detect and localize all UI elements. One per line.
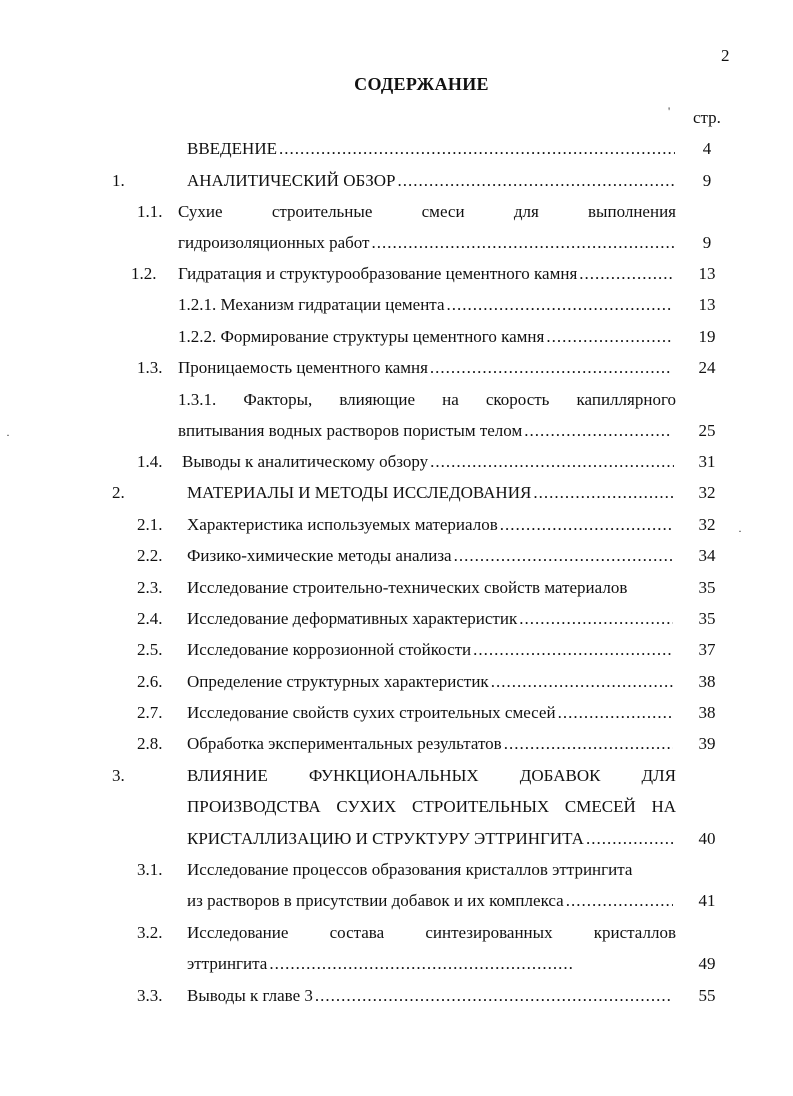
- toc-entry-text: Исследование свойств сухих строительных смесей: [187, 703, 556, 722]
- toc-entry-text: Проницаемость цементного камня: [178, 358, 428, 377]
- toc-entry-2-1[interactable]: [187, 515, 675, 535]
- toc-entry-number: 2.7.: [137, 703, 163, 722]
- toc-entry-text: Выводы к аналитическому обзору: [182, 452, 429, 471]
- toc-entry-number: 1.4.: [137, 452, 163, 471]
- toc-page-number: 13: [698, 264, 716, 283]
- toc-entry-chapter-3-line1[interactable]: [187, 766, 676, 786]
- toc-leader-dots: [279, 139, 675, 159]
- toc-leader-dots: [454, 546, 673, 566]
- toc-page-number: 32: [698, 483, 716, 502]
- toc-page-number: 41: [698, 891, 716, 910]
- toc-entry-1-3-1-line2[interactable]: [178, 421, 674, 441]
- toc-leader-dots: [579, 264, 674, 284]
- toc-entry-text: Сухие строительные смеси для выполнения: [178, 202, 676, 221]
- toc-leader-dots: [398, 171, 676, 191]
- toc-entry-number: 2.: [112, 483, 125, 502]
- toc-entry-number: 2.6.: [137, 672, 163, 691]
- toc-leader-dots: [430, 452, 674, 472]
- toc-leader-dots: [269, 954, 575, 974]
- toc-entry-number: 1.3.: [137, 358, 163, 377]
- page-title: СОДЕРЖАНИЕ: [354, 74, 489, 94]
- page-column-label: стр.: [693, 108, 721, 127]
- toc-entry-text: Гидратация и структурообразование цементного камня: [178, 264, 578, 283]
- toc-entry-2-4[interactable]: [187, 609, 675, 629]
- toc-leader-dots: [430, 358, 671, 378]
- toc-leader-dots: [586, 829, 673, 849]
- toc-entry-introduction[interactable]: [187, 139, 677, 159]
- toc-page-number: 37: [698, 640, 716, 659]
- toc-entry-number: 2.4.: [137, 609, 163, 628]
- toc-entry-number: 2.8.: [137, 734, 163, 753]
- toc-leader-dots: [371, 233, 675, 253]
- toc-leader-dots: [504, 734, 673, 754]
- toc-entry-number: 2.5.: [137, 640, 163, 659]
- toc-page-number: 38: [698, 672, 716, 691]
- toc-entry-2-8[interactable]: [187, 734, 675, 754]
- toc-leader-dots: [533, 483, 675, 503]
- toc-entry-2-5[interactable]: [187, 640, 675, 660]
- toc-entry-text: Обработка экспериментальных результатов: [187, 734, 502, 753]
- toc-page-number: 39: [698, 734, 716, 753]
- toc-page-number: 40: [698, 829, 716, 848]
- toc-entry-number: 3.2.: [137, 923, 163, 942]
- toc-entry-text: Исследование коррозионной стойкости: [187, 640, 472, 659]
- toc-entry-text: из растворов в присутствии добавок и их комплекса: [187, 891, 564, 910]
- toc-page-number: 4: [702, 139, 712, 158]
- toc-page-number: 25: [698, 421, 716, 440]
- toc-page-number: 24: [698, 358, 716, 377]
- toc-entry-3-2-line1[interactable]: [187, 923, 676, 943]
- toc-entry-number: 3.3.: [137, 986, 163, 1005]
- toc-entry-number: 2.1.: [137, 515, 163, 534]
- toc-entry-text: ПРОИЗВОДСТВА СУХИХ СТРОИТЕЛЬНЫХ СМЕСЕЙ НА: [187, 797, 676, 816]
- toc-entry-chapter-3-line3[interactable]: [187, 829, 675, 849]
- toc-leader-dots: [473, 640, 673, 660]
- toc-entry-number: 1.2.: [131, 264, 157, 283]
- toc-entry-chapter-3-line2[interactable]: [187, 797, 676, 817]
- toc-entry-text: Выводы к главе 3: [187, 986, 313, 1005]
- toc-entry-text: 1.3.1. Факторы, влияющие на скорость капиллярного: [178, 390, 676, 409]
- toc-leader-dots: [546, 327, 673, 347]
- toc-entry-1-2[interactable]: [178, 264, 676, 284]
- toc-page-number: 49: [698, 954, 716, 973]
- toc-leader-dots: [566, 891, 673, 911]
- toc-entry-chapter-1[interactable]: [187, 171, 677, 191]
- toc-entry-text: Исследование состава синтезированных кристаллов: [187, 923, 676, 942]
- page-number: 2: [721, 46, 730, 65]
- toc-page-number: 55: [698, 986, 716, 1005]
- toc-entry-1-2-1[interactable]: [178, 295, 675, 315]
- toc-entry-text: ВВЕДЕНИЕ: [187, 139, 277, 158]
- toc-entry-number: 3.1.: [137, 860, 163, 879]
- toc-page-number: 34: [698, 546, 716, 565]
- toc-page-number: 9: [702, 171, 712, 190]
- scan-mark: ': [668, 104, 671, 118]
- toc-entry-text: Исследование процессов образования кристаллов эттрингита: [187, 860, 633, 879]
- toc-page-number: 31: [698, 452, 716, 471]
- toc-entry-text: Определение структурных характеристик: [187, 672, 489, 691]
- toc-leader-dots: [558, 703, 673, 723]
- toc-entry-text: АНАЛИТИЧЕСКИЙ ОБЗОР: [187, 171, 396, 190]
- toc-entry-number: 1.1.: [137, 202, 163, 221]
- toc-entry-text: Физико-химические методы анализа: [187, 546, 452, 565]
- toc-entry-chapter-2[interactable]: [187, 483, 677, 503]
- toc-entry-text: ВЛИЯНИЕ ФУНКЦИОНАЛЬНЫХ ДОБАВОК ДЛЯ: [187, 766, 676, 785]
- toc-entry-text: гидроизоляционных работ: [178, 233, 370, 252]
- toc-entry-3-3[interactable]: [187, 986, 675, 1006]
- toc-leader-dots: [519, 609, 673, 629]
- toc-entry-text: впитывания водных растворов пористым телом: [178, 421, 523, 440]
- toc-leader-dots: [447, 295, 674, 315]
- toc-entry-text: Исследование деформативных характеристик: [187, 609, 518, 628]
- toc-leader-dots: [524, 421, 672, 441]
- scan-speck: ·: [738, 524, 742, 538]
- toc-page-number: 19: [698, 327, 716, 346]
- toc-entry-text: 1.2.2. Формирование структуры цементного камня: [178, 327, 545, 346]
- toc-page-number: 13: [698, 295, 716, 314]
- toc-entry-number: 2.3.: [137, 578, 163, 597]
- toc-entry-3-2-line2[interactable]: [187, 954, 577, 974]
- toc-page-number: 9: [702, 233, 712, 252]
- toc-entry-2-6[interactable]: [187, 672, 675, 692]
- toc-entry-number: 3.: [112, 766, 125, 785]
- toc-entry-text: 1.2.1. Механизм гидратации цемента: [178, 295, 445, 314]
- toc-entry-2-7[interactable]: [187, 703, 675, 723]
- toc-entry-3-1-line1[interactable]: [187, 860, 677, 880]
- toc-entry-text: Исследование строительно-технических свойств материалов: [187, 578, 628, 597]
- toc-entry-1-1-line1[interactable]: [178, 202, 676, 222]
- toc-leader-dots: [491, 672, 673, 692]
- toc-entry-2-3[interactable]: [187, 578, 677, 598]
- scan-speck: ·: [6, 428, 10, 442]
- toc-page-number: 38: [698, 703, 716, 722]
- toc-entry-1-3-1-line1[interactable]: [178, 390, 676, 410]
- toc-entry-1-3[interactable]: [178, 358, 673, 378]
- toc-leader-dots: [500, 515, 673, 535]
- toc-entry-1-2-2[interactable]: [178, 327, 675, 347]
- toc-entry-text: Характеристика используемых материалов: [187, 515, 498, 534]
- toc-entry-2-2[interactable]: [187, 546, 675, 566]
- toc-page-number: 35: [698, 609, 716, 628]
- toc-entry-1-4[interactable]: [182, 452, 676, 472]
- toc-entry-text: МАТЕРИАЛЫ И МЕТОДЫ ИССЛЕДОВАНИЯ: [187, 483, 532, 502]
- toc-entry-text: эттрингита: [187, 954, 268, 973]
- toc-entry-number: 1.: [112, 171, 125, 190]
- toc-page-number: 35: [698, 578, 716, 597]
- toc-entry-number: 2.2.: [137, 546, 163, 565]
- toc-entry-text: КРИСТАЛЛИЗАЦИЮ И СТРУКТУРУ ЭТТРИНГИТА: [187, 829, 584, 848]
- toc-page-number: 32: [698, 515, 716, 534]
- toc-entry-3-1-line2[interactable]: [187, 891, 675, 911]
- toc-leader-dots: [315, 986, 673, 1006]
- toc-entry-1-1-line2[interactable]: [178, 233, 677, 253]
